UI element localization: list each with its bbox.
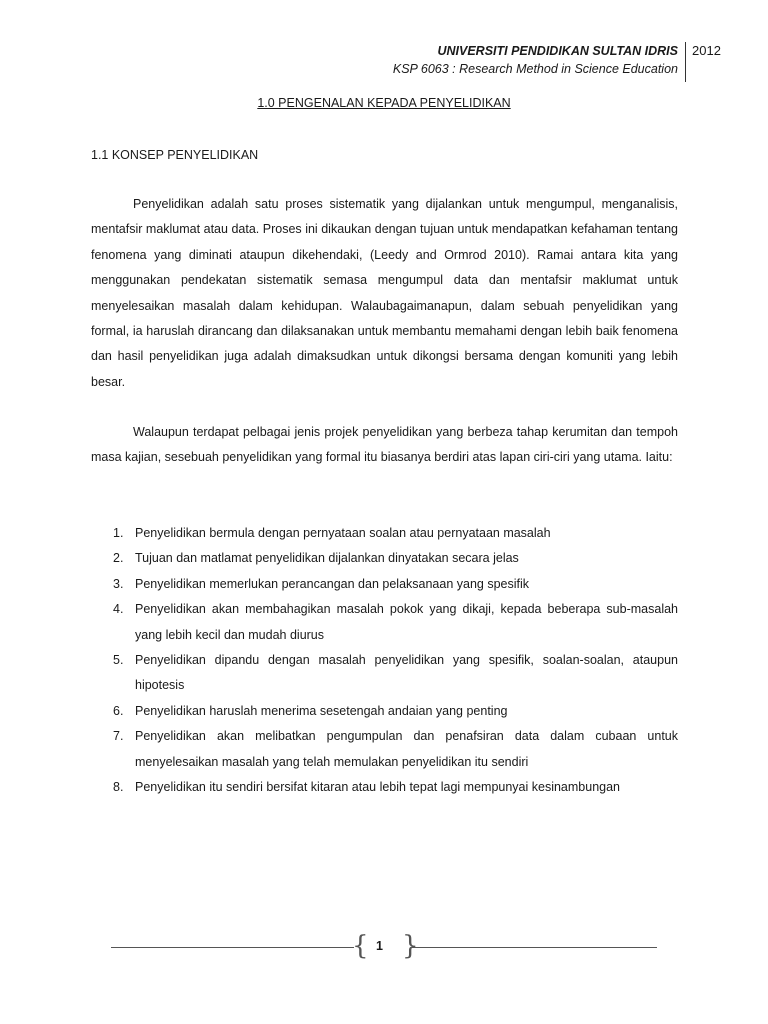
list-item-text: Penyelidikan haruslah menerima sesetengah andaian yang penting xyxy=(135,703,508,718)
list-item-text: Penyelidikan dipandu dengan masalah penyelidikan yang spesifik, soalan-soalan, ataupun hipotesis xyxy=(135,653,678,693)
list-item xyxy=(91,597,678,648)
list-item xyxy=(91,648,678,699)
list-item-number: 5. xyxy=(113,653,124,668)
list-item-text: Penyelidikan bermula dengan pernyataan soalan atau pernyataan masalah xyxy=(135,526,551,540)
list-item-number: 3. xyxy=(113,576,124,591)
characteristics-list xyxy=(91,521,678,800)
list-item-text: Penyelidikan memerlukan perancangan dan pelaksanaan yang spesifik xyxy=(135,576,530,591)
list-item xyxy=(91,521,678,546)
section-heading: 1.1 KONSEP PENYELIDIKAN xyxy=(91,148,259,162)
list-item-text: Penyelidikan akan membahagikan masalah pokok yang dikaji, kepada beberapa sub-masalah yang lebih kecil dan mudah diurus xyxy=(135,602,678,642)
course-title: KSP 6063 : Research Method in Science Education xyxy=(392,62,678,76)
header-divider xyxy=(685,42,686,82)
paragraph-1: Penyelidikan adalah satu proses sistematik yang dijalankan untuk mengumpul, menganalisis, mentafsir maklumat atau data. Proses ini dikaukan dengan tujuan untuk mendapatkan kefahaman tentang fenomena yang diminati ataupun dikehendaki, (Leedy and Ormrod 2010). Ramai antara kita yang menggunakan pendekatan sistematik semasa mengumpul data dan mentafsir maklumat untuk menyelesaikan masalah dalam kehidupan. Walaubagaimanapun, dalam sebuah penyelidikan yang formal, ia haruslah dirancang dan dilaksanakan untuk membantu memahami dengan lebih baik fenomena dan hasil penyelidikan juga adalah dimaksudkan untuk dikongsi bersama dengan komuniti yang lebih besar. xyxy=(91,197,678,389)
list-item-number: 7. xyxy=(113,729,124,744)
list-item-number: 4. xyxy=(113,602,124,617)
list-item xyxy=(91,724,678,775)
list-item-text: Penyelidikan itu sendiri bersifat kitaran atau lebih tepat lagi mempunyai kesinambungan xyxy=(135,780,621,795)
footer-rule-left xyxy=(111,947,354,948)
footer-rule-right xyxy=(412,947,657,948)
list-item xyxy=(91,546,678,571)
list-item xyxy=(91,775,678,800)
page-number: 1 xyxy=(376,939,383,953)
list-item-number: 6. xyxy=(113,703,124,718)
page-header xyxy=(393,42,678,78)
list-item-text: Penyelidikan akan melibatkan pengumpulan dan penafsiran data dalam cubaan untuk menyelesaikan masalah yang telah memulakan penyelidikan itu sendiri xyxy=(135,729,678,769)
list-item-number: 1. xyxy=(113,526,124,540)
list-item xyxy=(91,699,678,724)
header-year: 2012 xyxy=(692,43,721,58)
list-item-text: Tujuan dan matlamat penyelidikan dijalankan dinyatakan secara jelas xyxy=(135,551,519,566)
list-item xyxy=(91,572,678,597)
university-name: UNIVERSITI PENDIDIKAN SULTAN IDRIS xyxy=(437,44,678,58)
list-item-number: 8. xyxy=(113,780,124,795)
right-brace-ornament: } xyxy=(402,931,419,961)
list-item-number: 2. xyxy=(113,551,124,566)
paragraph-2: Walaupun terdapat pelbagai jenis projek penyelidikan yang berbeza tahap kerumitan dan tempoh masa kajian, sesebuah penyelidikan yang formal itu biasanya berdiri atas lapan ciri-ciri yang utama. Iaitu: xyxy=(91,425,678,465)
page-title: 1.0 PENGENALAN KEPADA PENYELIDIKAN xyxy=(257,96,511,110)
left-brace-ornament: { xyxy=(352,931,369,961)
